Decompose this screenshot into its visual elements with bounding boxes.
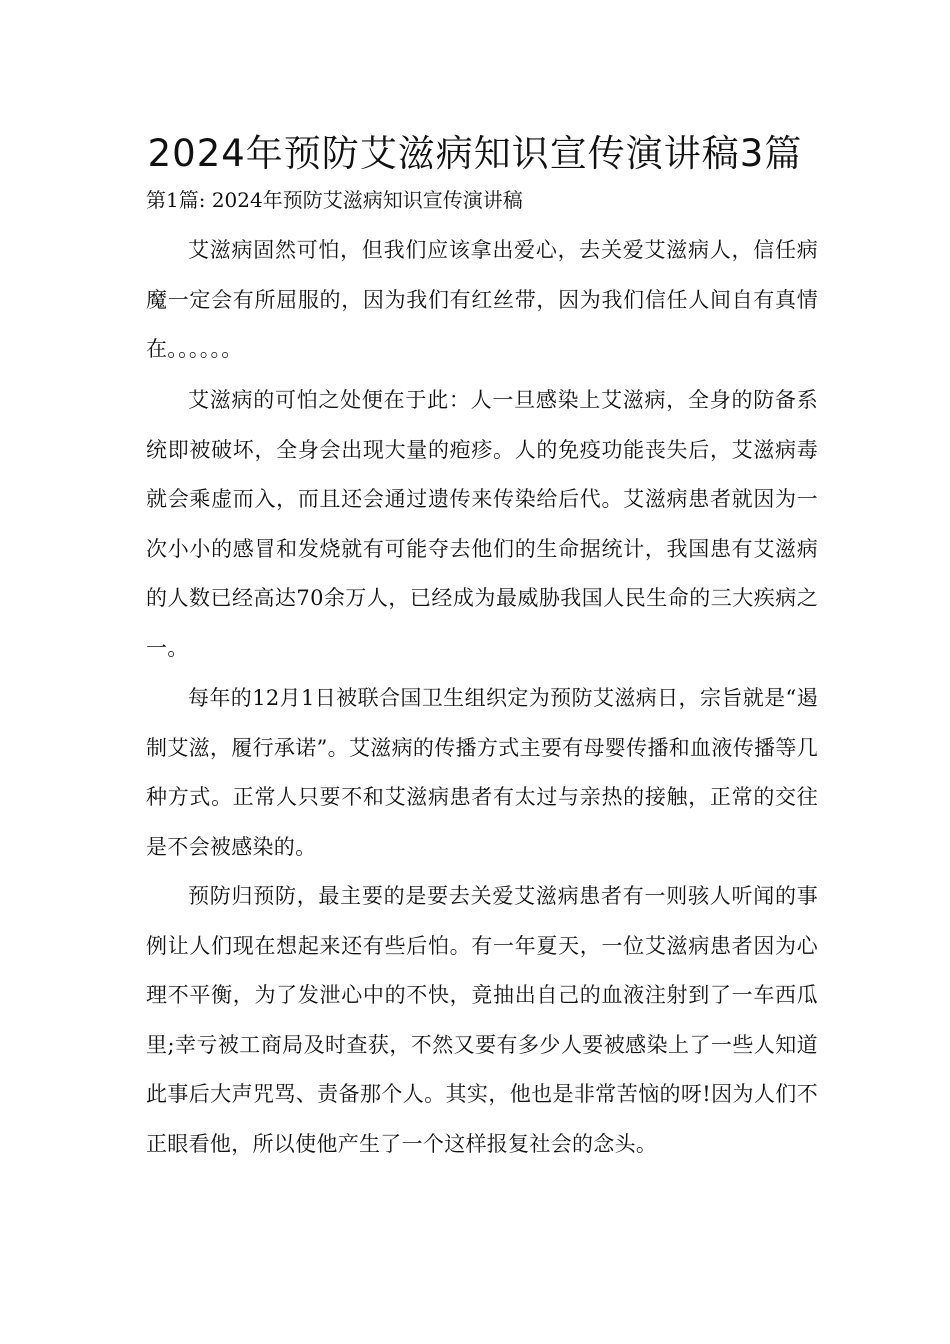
document-title: 2024年预防艾滋病知识宣传演讲稿3篇 — [147, 132, 803, 175]
body-paragraph: 艾滋病固然可怕，但我们应该拿出爱心，去关爱艾滋病人，信任病魔一定会有所屈服的，因为我们有红丝带，因为我们信任人间自有真情在。。。。。。 — [146, 238, 818, 361]
section-heading: 第1篇: 2024年预防艾滋病知识宣传演讲稿 — [146, 188, 523, 212]
body-paragraph: 每年的12月1日被联合国卫生组织定为预防艾滋病日，宗旨就是“遏制艾滋，履行承诺”。艾滋病的传播方式主要有母婴传播和血液传播等几种方式。正常人只要不和艾滋病患者有太过与亲热的接触，正常的交往是不会被感染的。 — [146, 686, 818, 859]
body-paragraph: 艾滋病的可怕之处便在于此：人一旦感染上艾滋病，全身的防备系统即被破坏，全身会出现大量的疱疹。人的免疫功能丧失后，艾滋病毒就会乘虚而入，而且还会通过遗传来传染给后代。艾滋病患者就因为一次小小的感冒和发烧就有可能夺去他们的生命据统计，我国患有艾滋病的人数已经高达70余万人，已经成为最威胁我国人民生命的三大疾病之一。 — [146, 388, 818, 660]
body-paragraph: 预防归预防，最主要的是要去关爱艾滋病患者有一则骇人听闻的事例让人们现在想起来还有些后怕。有一年夏天，一位艾滋病患者因为心理不平衡，为了发泄心中的不快，竟抽出自己的血液注射到了一车西瓜里;幸亏被工商局及时查获，不然又要有多少人要被感染上了一些人知道此事后大声咒骂、责备那个人。其实，他也是非常苦恼的呀!因为人们不正眼看他，所以使他产生了一个这样报复社会的念头。 — [146, 884, 818, 1156]
